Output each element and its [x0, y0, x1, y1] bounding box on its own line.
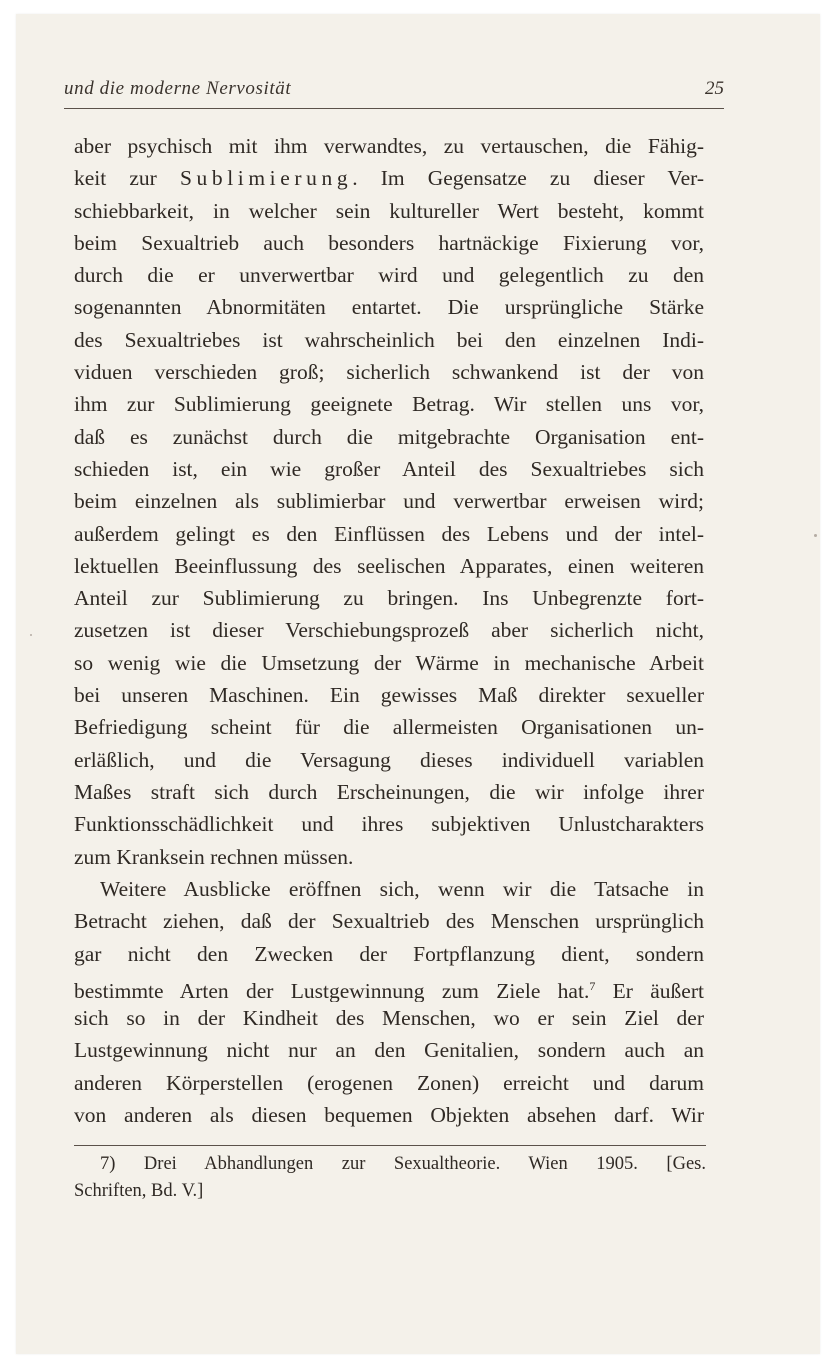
text-line: schieden ist, ein wie großer Anteil des Sexualtriebes sich [74, 456, 704, 481]
text-line: zum Kranksein rechnen müssen. [74, 844, 354, 869]
paragraph-1 [74, 130, 704, 873]
text-line: lektuellen Beeinflussung des seelischen Apparates, einen weiteren [74, 553, 704, 578]
text-line: viduen verschieden groß; sicherlich schwankend ist der von [74, 360, 704, 385]
text-line: Funktionsschädlichkeit und ihres subjektiven Unlustcharakters [74, 812, 704, 837]
text-line: zusetzen ist dieser Verschiebungsprozeß aber sicherlich nicht, [74, 618, 704, 643]
text-line: bei unseren Maschinen. Ein gewisses Maß direkter sexueller [74, 683, 704, 708]
text-line: Weitere Ausblicke eröffnen sich, wenn wir die Tatsache in [100, 877, 704, 901]
text-line: schiebbarkeit, in welcher sein kultureller Wert besteht, kommt [74, 198, 704, 223]
text-line: des Sexualtriebes ist wahrscheinlich bei den einzelnen Indi- [74, 327, 704, 352]
text-line: daß es zunächst durch die mitgebrachte Organisation ent- [74, 424, 704, 449]
running-head-title: und die moderne Nervosität [64, 78, 292, 99]
emphasized-term: Sublimierung [179, 166, 353, 191]
footnote-reference: 7 [589, 978, 596, 993]
text-line: Maßes straft sich durch Erscheinungen, die wir infolge ihrer [74, 779, 704, 804]
paper-speck [30, 634, 32, 636]
footnote-line: 7) Drei Abhandlungen zur Sexualtheorie. Wien 1905. [Ges. [100, 1154, 706, 1174]
text-line: beim Sexualtrieb auch besonders hartnäckige Fixierung vor, [74, 230, 704, 255]
text-line: ihm zur Sublimierung geeignete Betrag. Wir stellen uns vor, [74, 392, 704, 417]
text-line: von anderen als diesen bequemen Objekten absehen darf. Wir [74, 1103, 704, 1128]
text-line: sich so in der Kindheit des Menschen, wo er sein Ziel der [74, 1006, 704, 1031]
text-line: Lustgewinnung nicht nur an den Genitalien, sondern auch an [74, 1038, 704, 1063]
text-fragment: keit zur [74, 166, 180, 191]
text-line: Befriedigung scheint für die allermeisten Organisationen un- [74, 715, 704, 740]
text-line: sogenannten Abnormitäten entartet. Die ursprüngliche Stärke [74, 295, 704, 320]
footnote [74, 1151, 706, 1205]
text-line: durch die er unverwertbar wird und gelegentlich zu den [74, 263, 704, 288]
header-rule [64, 108, 724, 109]
text-line: beim einzelnen als sublimierbar und verwertbar erweisen wird; [74, 489, 704, 514]
text-line: Anteil zur Sublimierung zu bringen. Ins Unbegrenzte fort- [74, 586, 704, 611]
text-line [74, 162, 704, 194]
text-line: aber psychisch mit ihm verwandtes, zu vertauschen, die Fähig- [74, 134, 704, 158]
text-line: gar nicht den Zwecken der Fortpflanzung dient, sondern [74, 941, 704, 966]
text-line [74, 970, 704, 1002]
text-line: so wenig wie die Umsetzung der Wärme in mechanische Arbeit [74, 650, 704, 675]
footnote-line: Schriften, Bd. V.] [74, 1181, 204, 1201]
running-head [64, 78, 724, 108]
text-line: erläßlich, und die Versagung dieses individuell variablen [74, 747, 704, 772]
text-fragment: Er äußert [595, 978, 704, 1003]
text-fragment: bestimmte Arten der Lustgewinnung zum Ziele hat. [74, 978, 590, 1003]
text-line: außerdem gelingt es den Einflüssen des Lebens und der intel- [74, 521, 704, 546]
footnote-rule [74, 1145, 706, 1146]
paper-speck [814, 534, 817, 537]
paragraph-2 [74, 873, 704, 1131]
text-line: anderen Körperstellen (erogenen Zonen) erreicht und darum [74, 1070, 704, 1095]
page-number: 25 [705, 78, 724, 99]
text-line: Betracht ziehen, daß der Sexualtrieb des Menschen ursprünglich [74, 909, 704, 934]
book-page [16, 14, 820, 1354]
text-fragment: . Im Gegensatze zu dieser Ver- [352, 166, 704, 191]
